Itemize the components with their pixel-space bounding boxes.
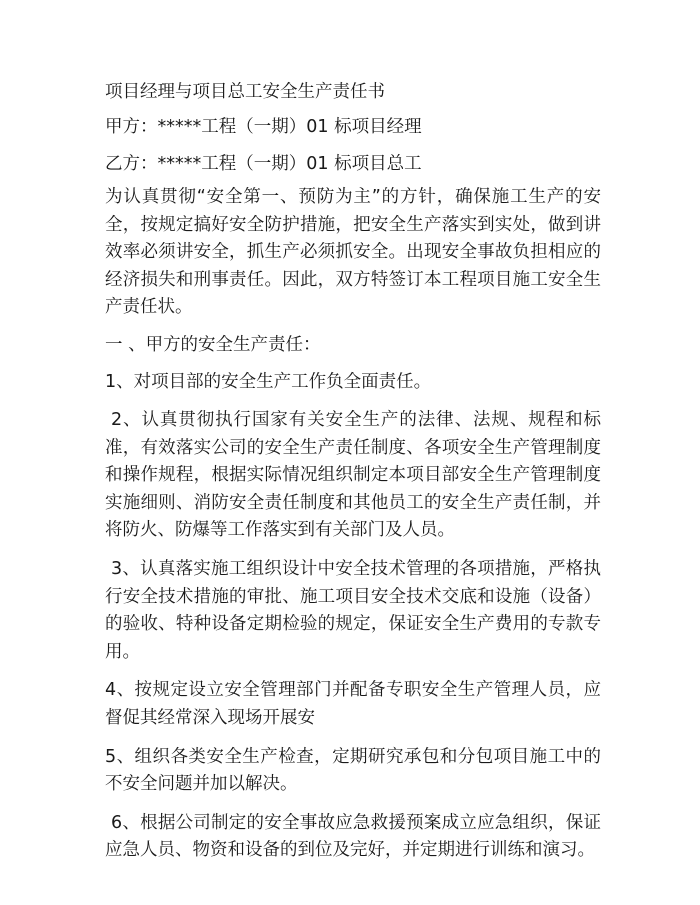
document-body [105, 78, 601, 865]
document-title: 项目经理与项目总工安全生产责任书 [105, 82, 385, 102]
responsibility-item-1: 1、对项目部的安全生产工作负全面责任。 [105, 371, 432, 392]
party-a-line: 甲方：*****工程（一期）01 标项目经理 [105, 117, 422, 137]
party-b-line: 乙方：*****工程（一期）01 标项目总工 [105, 154, 422, 174]
intro-paragraph: 为认真贯彻“安全第一、预防为主”的方针，确保施工生产的安全，按规定搞好安全防护措施，把安全生产落实到实处，做到讲效率必须讲安全，抓生产必须抓安全。出现安全事故负担相应的经济损失和刑事责任。因此，双方特签订本工程项目施工安全生产责任状。 [105, 187, 601, 318]
section-heading: 一 、甲方的安全生产责任： [105, 334, 321, 355]
responsibility-item-4: 4、按规定设立安全管理部门并配备专职安全生产管理人员，应督促其经常深入现场开展安 [105, 680, 601, 728]
responsibility-item-6: 6、根据公司制定的安全事故应急救援预案成立应急组织，保证应急人员、物资和设备的到位及完好，并定期进行训练和演习。 [105, 812, 601, 861]
responsibility-item-5: 5、组织各类安全生产检查，定期研究承包和分包项目施工中的不安全问题并加以解决。 [105, 746, 601, 795]
responsibility-item-3: 3、认真落实施工组织设计中安全技术管理的各项措施，严格执行安全技术措施的审批、施工项目安全技术交底和设施（设备）的验收、特种设备定期检验的规定，保证安全生产费用的专款专用。 [105, 558, 601, 662]
responsibility-item-2: 2、认真贯彻执行国家有关安全生产的法律、法规、规程和标准，有效落实公司的安全生产责任制度、各项安全生产管理制度和操作规程，根据实际情况组织制定本项目部安全生产管理制度实施细则、消防安全责任制度和其他员工的安全生产责任制，并将防火、防爆等工作落实到有关部门及人员。 [105, 409, 601, 541]
